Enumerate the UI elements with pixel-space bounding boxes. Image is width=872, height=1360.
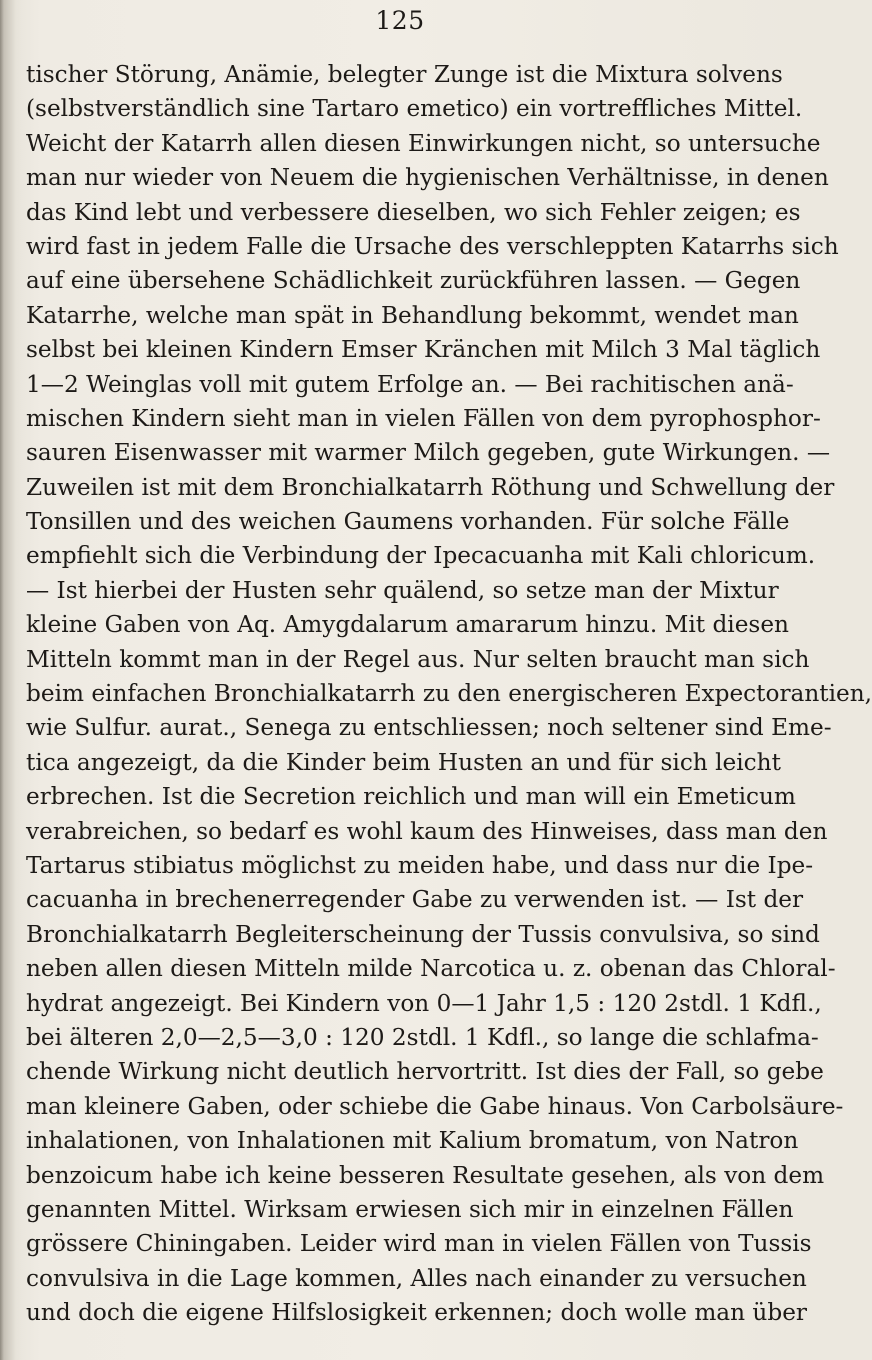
text-line: hydrat angezeigt. Bei Kindern von 0—1 Jahr 1,5 : 120 2stdl. 1 Kdfl., — [26, 989, 822, 1017]
page-number: 125 — [375, 6, 425, 35]
text-line: man nur wieder von Neuem die hygienischen Verhältnisse, in denen — [26, 164, 829, 192]
text-line: Weicht der Katarrh allen diesen Einwirkungen nicht, so untersuche — [26, 129, 821, 157]
text-line: 1—2 Weinglas voll mit gutem Erfolge an. — Bei rachitischen anä- — [26, 370, 794, 398]
text-line: beim einfachen Bronchialkatarrh zu den energischeren Expectorantien, — [26, 680, 872, 708]
text-line: sauren Eisenwasser mit warmer Milch gegeben, gute Wirkungen. — — [26, 439, 831, 467]
text-line: mischen Kindern sieht man in vielen Fällen von dem pyrophosphor- — [26, 404, 821, 432]
body-text — [26, 58, 872, 1330]
text-line: benzoicum habe ich keine besseren Resultate gesehen, als von dem — [26, 1161, 825, 1189]
text-line: Zuweilen ist mit dem Bronchialkatarrh Röthung und Schwellung der — [26, 473, 835, 501]
text-line: das Kind lebt und verbessere dieselben, wo sich Fehler zeigen; es — [26, 198, 801, 226]
text-line: erbrechen. Ist die Secretion reichlich und man will ein Emeticum — [26, 783, 796, 811]
text-line: kleine Gaben von Aq. Amygdalarum amararum hinzu. Mit diesen — [26, 611, 789, 639]
page-binding-edge — [0, 0, 22, 1360]
text-line: Tartarus stibiatus möglichst zu meiden habe, und dass nur die Ipe- — [26, 851, 814, 879]
text-line: genannten Mittel. Wirksam erwiesen sich mir in einzelnen Fällen — [26, 1195, 794, 1223]
text-line: empfiehlt sich die Verbindung der Ipecacuanha mit Kali chloricum. — [26, 542, 816, 570]
text-line: — Ist hierbei der Husten sehr quälend, so setze man der Mixtur — [26, 576, 779, 604]
text-line: Bronchialkatarrh Begleiterscheinung der Tussis convulsiva, so sind — [26, 920, 820, 948]
text-line: cacuanha in brechenerregender Gabe zu verwenden ist. — Ist der — [26, 886, 804, 914]
text-line: bei älteren 2,0—2,5—3,0 : 120 2stdl. 1 Kdfl., so lange die schlafma- — [26, 1023, 819, 1051]
text-line: wie Sulfur. aurat., Senega zu entschliessen; noch seltener sind Eme- — [26, 714, 832, 742]
text-line: neben allen diesen Mitteln milde Narcotica u. z. obenan das Chloral- — [26, 955, 836, 983]
text-line: man kleinere Gaben, oder schiebe die Gabe hinaus. Von Carbolsäure- — [26, 1092, 844, 1120]
text-line: Tonsillen und des weichen Gaumens vorhanden. Für solche Fälle — [26, 508, 790, 536]
text-line: wird fast in jedem Falle die Ursache des verschleppten Katarrhs sich — [26, 232, 839, 260]
text-line: auf eine übersehene Schädlichkeit zurückführen lassen. — Gegen — [26, 267, 801, 295]
text-line: inhalationen, von Inhalationen mit Kalium bromatum, von Natron — [26, 1127, 799, 1155]
text-line: verabreichen, so bedarf es wohl kaum des Hinweises, dass man den — [26, 817, 828, 845]
text-line: chende Wirkung nicht deutlich hervortritt. Ist dies der Fall, so gebe — [26, 1058, 824, 1086]
text-line: Mitteln kommt man in der Regel aus. Nur selten braucht man sich — [26, 645, 810, 673]
text-line: tica angezeigt, da die Kinder beim Husten an und für sich leicht — [26, 748, 781, 776]
text-line: tischer Störung, Anämie, belegter Zunge ist die Mixtura solvens — [26, 61, 783, 88]
text-line: grössere Chiningaben. Leider wird man in vielen Fällen von Tussis — [26, 1230, 812, 1258]
text-line: selbst bei kleinen Kindern Emser Kränchen mit Milch 3 Mal täglich — [26, 336, 821, 364]
text-line: Katarrhe, welche man spät in Behandlung bekommt, wendet man — [26, 301, 799, 329]
text-line: (selbstverständlich sine Tartaro emetico) ein vortreffliches Mittel. — [26, 95, 803, 123]
text-line: und doch die eigene Hilfslosigkeit erkennen; doch wolle man über — [26, 1299, 808, 1327]
text-line: convulsiva in die Lage kommen, Alles nach einander zu versuchen — [26, 1264, 807, 1292]
